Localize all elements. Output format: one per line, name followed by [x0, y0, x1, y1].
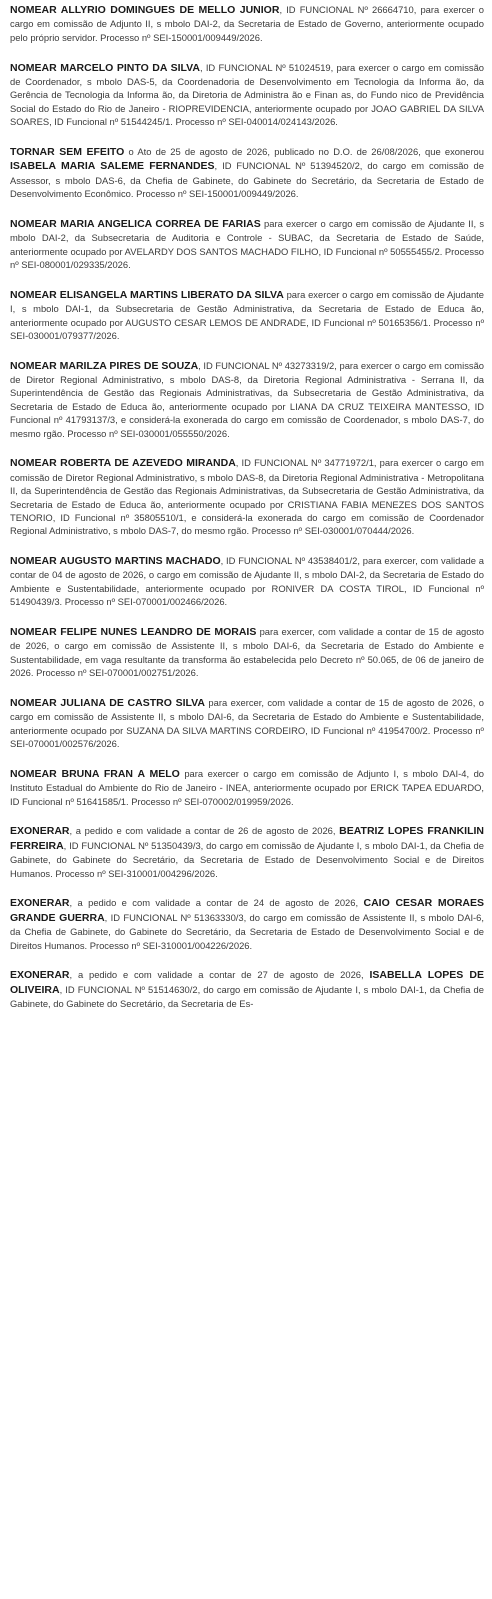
act-body-text: para exercer, com validade a contar de 15 de agosto de 2026, o cargo em comissão de Assistente II, s mbolo DAI-6, da Secretaria de Estado do Ambiente e Sustentabilidade, em vaga resultante da transforma ão estabelecida pelo Decreto nº 50.065, de 06 de janeiro de 2026. Processo nº SEI-070001/002751/2026.: [10, 626, 484, 679]
act-body-text: para exercer o cargo em comissão de Ajudante I, s mbolo DAI-1, da Subsecretaria de Gestão Administrativa, da Secretaria de Estado de Educa ão, anteriormente ocupado por AUGUSTO CESAR LEMOS DE ANDRADE, ID Funcional nº 50165356/1. Processo nº SEI-030001/079377/2026.: [10, 288, 484, 341]
act-body-text: , a pedido e com validade a contar de 27 de agosto de 2026,: [69, 969, 370, 981]
act-paragraph: [10, 696, 484, 751]
act-paragraph: [10, 625, 484, 680]
act-heading-text: EXONERAR: [10, 825, 70, 838]
act-body-text: , ID FUNCIONAL Nº 51024519, para exercer o cargo em comissão de Coordenador, s mbolo DAS-5, da Coordenadoria de Desenvolvimento em Tecnologia da Informa ão, da Gerência de Tecnologia da Informa ão, da Diretoria de Administra ão e Finan as, do Fundo nico de Previdência Social do Estado do Rio de Janeiro - RIOPREVIDENCIA, anteriormente ocupado por JOAO GABRIEL DA SILVA SOARES, ID Funcional nº 51544245/1. Processo nº SEI-040014/024143/2026.: [10, 61, 484, 128]
act-heading-text: NOMEAR JULIANA DE CASTRO SILVA: [10, 696, 205, 709]
act-heading-text: TORNAR SEM EFEITO: [10, 145, 125, 158]
act-body-text: , a pedido e com validade a contar de 24 de agosto de 2026,: [69, 897, 364, 909]
act-heading-text: CAIO CESAR MORAES GRANDE GUERRA: [10, 897, 484, 924]
act-heading-text: NOMEAR ROBERTA DE AZEVEDO MIRANDA: [10, 457, 236, 470]
act-heading-text: ISABELA MARIA SALEME FERNANDES: [10, 160, 215, 173]
act-heading-text: NOMEAR MARILZA PIRES DE SOUZA: [10, 359, 199, 372]
act-body-text: , ID FUNCIONAL Nº 34771972/1, para exercer o cargo em comissão de Diretor Regional Administrativo, s mbolo DAS-8, da Diretoria Regional Administrativa - Metropolitana II, da Superintendência de Gestão das Regionais Administrativas, da Subsecretaria de Gestão Administrativa, da Secretaria de Estado de Educa ão, anteriormente ocupado por CRISTIANA FABIA MENEZES DOS SANTOS TENORIO, ID Funcional nº 35805510/1, e considerá-la exonerada do cargo em comissão de Coordenador Regional Administrativo, s mbolo DAS-7, do mesmo rgão. Processo nº SEI-030001/070444/2026.: [10, 457, 484, 537]
act-heading-text: NOMEAR ALLYRIO DOMINGUES DE MELLO JUNIOR: [10, 4, 280, 16]
act-body-text: para exercer, com validade a contar de 15 de agosto de 2026, o cargo em comissão de Assistente II, s mbolo DAI-6, da Secretaria de Estado do Ambiente e Sustentabilidade, anteriormente ocupado por SUZANA DA SILVA MARTINS CORDEIRO, ID Funcional nº 41954700/2. Processo nº SEI-070001/002576/2026.: [10, 696, 484, 750]
act-paragraph: [10, 288, 484, 343]
act-heading-text: NOMEAR MARIA ANGELICA CORREA DE FARIAS: [10, 217, 261, 230]
act-paragraph: [10, 767, 484, 808]
act-body-text: , ID FUNCIONAL Nº 51363330/3, do cargo em comissão de Assistente II, s mbolo DAI-6, da Chefia de Gabinete, do Gabinete do Secretário, da Secretaria de Estado de Desenvolvimento Social e de Direitos Humanos. Processo nº SEI-310001/004226/2026.: [10, 911, 484, 951]
act-paragraph: [10, 217, 484, 272]
act-heading-text: EXONERAR: [10, 969, 70, 982]
act-heading-text: NOMEAR MARCELO PINTO DA SILVA: [10, 61, 200, 74]
act-paragraph: [10, 359, 484, 440]
act-body-text: para exercer o cargo em comissão de Adjunto I, s mbolo DAI-4, do Instituto Estadual do Ambiente do Rio de Janeiro - INEA, anteriormente ocupado por ERICK TAPEA EDUARDO, ID Funcional nº 51641585/1. Processo nº SEI-070002/019959/2026.: [10, 767, 484, 807]
act-body-text: , a pedido e com validade a contar de 26 de agosto de 2026,: [69, 825, 340, 837]
act-body-text: , ID FUNCIONAL Nº 26664710, para exercer o cargo em comissão de Adjunto II, s mbolo DAI-2, da Secretaria de Estado de Governo, anteriormente ocupado pelo próprio servidor. Processo nº SEI-150001/009449/2026.: [10, 4, 484, 43]
act-heading-text: BEATRIZ LOPES FRANKILIN FERREIRA: [10, 825, 484, 852]
act-body-text: , ID FUNCIONAL Nº 51514630/2, do cargo em comissão de Ajudante I, s mbolo DAI-1, da Chefia de Gabinete, do Gabinete do Secretário, da Secretaria de Es-: [10, 983, 484, 1010]
act-heading-text: NOMEAR AUGUSTO MARTINS MACHADO: [10, 555, 221, 568]
act-heading-text: EXONERAR: [10, 897, 70, 910]
act-heading-text: NOMEAR FELIPE NUNES LEANDRO DE MORAIS: [10, 626, 257, 638]
act-heading-text: NOMEAR BRUNA FRAN A MELO: [10, 767, 180, 780]
act-paragraph: [10, 3, 484, 44]
act-paragraph: [10, 554, 484, 609]
act-heading-text: NOMEAR ELISANGELA MARTINS LIBERATO DA SILVA: [10, 288, 284, 301]
act-body-text: , ID FUNCIONAL Nº 43538401/2, para exercer, com validade a contar de 04 de agosto de 2026, o cargo em comissão de Ajudante II, s mbolo DAI-2, da Secretaria de Estado do Ambiente e Sustentabilidade, anteriormente ocupado por RONIVER DA COSTA TIROL, ID Funcional nº 51490439/3. Processo nº SEI-070001/002466/2026.: [10, 555, 484, 608]
act-heading-text: ISABELLA LOPES DE OLIVEIRA: [10, 969, 485, 996]
act-paragraph: [10, 145, 484, 201]
act-paragraph: [10, 61, 484, 129]
act-body-text: , ID FUNCIONAL Nº 51394520/2, do cargo em comissão de Assessor, s mbolo DAS-6, da Chefia de Gabinete, do Gabinete do Secretário, da Secretaria de Estado de Desenvolvimento Econômico. Processo nº SEI-150001/009449/2026.: [10, 160, 484, 200]
act-paragraph: [10, 968, 484, 1010]
act-body-text: o Ato de 25 de agosto de 2026, publicado no D.O. de 26/08/2026, que exonerou: [124, 145, 484, 157]
act-body-text: , ID FUNCIONAL Nº 51350439/3, do cargo em comissão de Ajudante I, s mbolo DAI-1, da Chefia de Gabinete, do Gabinete do Secretário, da Secretaria de Estado de Desenvolvimento Social e de Direitos Humanos. Processo nº SEI-310001/004296/2026.: [10, 839, 484, 879]
act-paragraph: [10, 456, 484, 537]
act-body-text: para exercer o cargo em comissão de Ajudante II, s mbolo DAI-2, da Subsecretaria de Auditoria e Controle - SUBAC, da Secretaria de Estado de Saúde, anteriormente ocupado por AVELARDY DOS SANTOS MACHADO FILHO, ID Funcional nº 50555455/2. Processo nº SEI-080001/029335/2026.: [10, 217, 485, 270]
act-body-text: , ID FUNCIONAL Nº 43273319/2, para exercer o cargo em comissão de Diretor Regional Administrativo, s mbolo DAS-8, da Diretoria Regional Administrativa - Serrana II, da Superintendência de Gestão das Regionais Administrativas, da Subsecretaria de Gestão Administrativa, da Secretaria de Estado de Educa ão, anteriormente ocupado por LIANA DA CRUZ TEIXEIRA MANTESSO, ID Funcional nº 41793137/3, e considerá-la exonerada do cargo em comissão de Coordenador, s mbolo DAS-7, do mesmo rgão. Processo nº SEI-030001/055550/2026.: [10, 359, 484, 439]
act-paragraph: [10, 896, 484, 952]
act-paragraph: [10, 824, 484, 880]
